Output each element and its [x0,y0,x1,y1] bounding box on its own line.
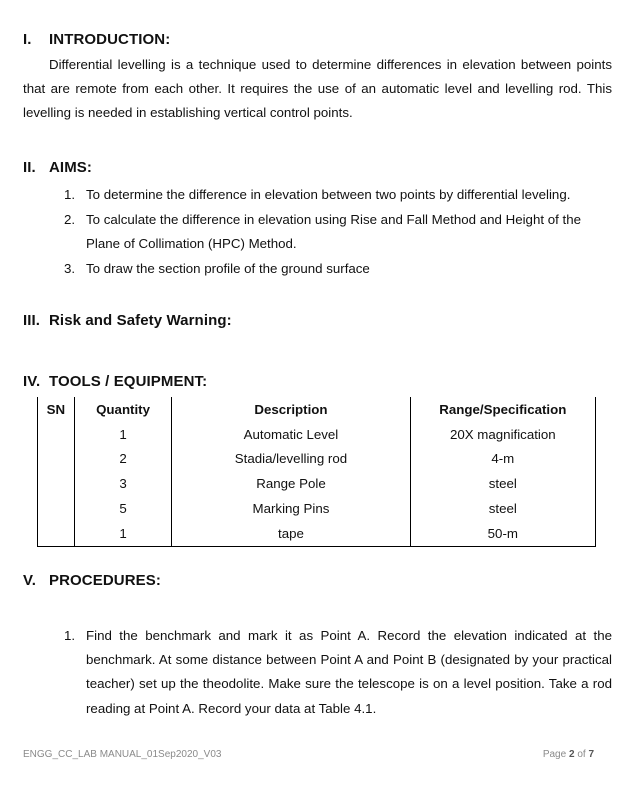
section-number: II. [23,159,36,176]
table-row [38,447,596,472]
cell-quantity: 1 [74,521,172,546]
cell-range: steel [410,496,595,521]
cell-quantity: 5 [74,496,172,521]
table-row [38,422,596,447]
footer-doc-id: ENGG_CC_LAB MANUAL_01Sep2020_V03 [23,749,222,760]
table-row [38,496,596,521]
cell-range: steel [410,471,595,496]
section-number: V. [23,572,36,589]
column-header-description: Description [172,397,410,422]
cell-sn [38,521,75,546]
cell-quantity: 2 [74,447,172,472]
cell-description: Marking Pins [172,496,410,521]
column-header-quantity: Quantity [74,397,172,422]
list-item: 3. To draw the section profile of the ground surface [64,260,370,276]
section-title: Risk and Safety Warning: [49,312,232,329]
section-number: IV. [23,373,41,390]
aims-list [64,183,612,281]
cell-description: tape [172,521,410,546]
section-heading-tools [23,373,207,390]
section-heading-introduction [23,31,170,48]
section-heading-risk [23,312,232,329]
table-row [38,471,596,496]
cell-quantity: 3 [74,471,172,496]
cell-range: 20X magnification [410,422,595,447]
section-title: INTRODUCTION: [49,31,171,48]
list-item: 1. Find the benchmark and mark it as Point A. Record the elevation indicated at the benchmark. At some distance between Point A and Point B (designated by your practical teacher) set up the theodolite. Make sure the telescope is on a level position. Take a rod reading at Point A. Record your data at Table 4.1. [64,628,612,716]
cell-range: 4-m [410,447,595,472]
table-header-row [38,397,596,422]
section-number: III. [23,312,41,329]
cell-sn [38,422,75,447]
footer-page-number: Page 2 of 7 [542,749,594,760]
section-heading-aims [23,159,92,176]
column-header-range: Range/Specification [410,397,595,422]
cell-range: 50-m [410,521,595,546]
cell-description: Automatic Level [172,422,410,447]
section-heading-procedures [23,572,161,589]
cell-sn [38,447,75,472]
equipment-table [37,397,596,547]
section-title: AIMS: [49,159,92,176]
procedures-list [64,624,612,721]
cell-description: Range Pole [172,471,410,496]
section-number: I. [23,31,32,48]
list-item: 1. To determine the difference in elevation between two points by differential leveling. [64,187,571,202]
cell-sn [38,471,75,496]
cell-description: Stadia/levelling rod [172,447,410,472]
introduction-text: Differential levelling is a technique used to determine differences in elevation between points that are remote from each other. It requires the use of an automatic level and levelling rod. This levelling is needed in establishing vertical control points. [23,57,612,120]
list-item: 2. To calculate the difference in elevation using Rise and Fall Method and Height of the Plane of Collimation (HPC) Method. [64,211,582,251]
column-header-sn: SN [38,397,75,422]
section-title: TOOLS / EQUIPMENT: [49,373,208,390]
introduction-paragraph [23,53,612,125]
section-title: PROCEDURES: [49,572,161,589]
cell-quantity: 1 [74,422,172,447]
cell-sn [38,496,75,521]
table-row [38,521,596,546]
